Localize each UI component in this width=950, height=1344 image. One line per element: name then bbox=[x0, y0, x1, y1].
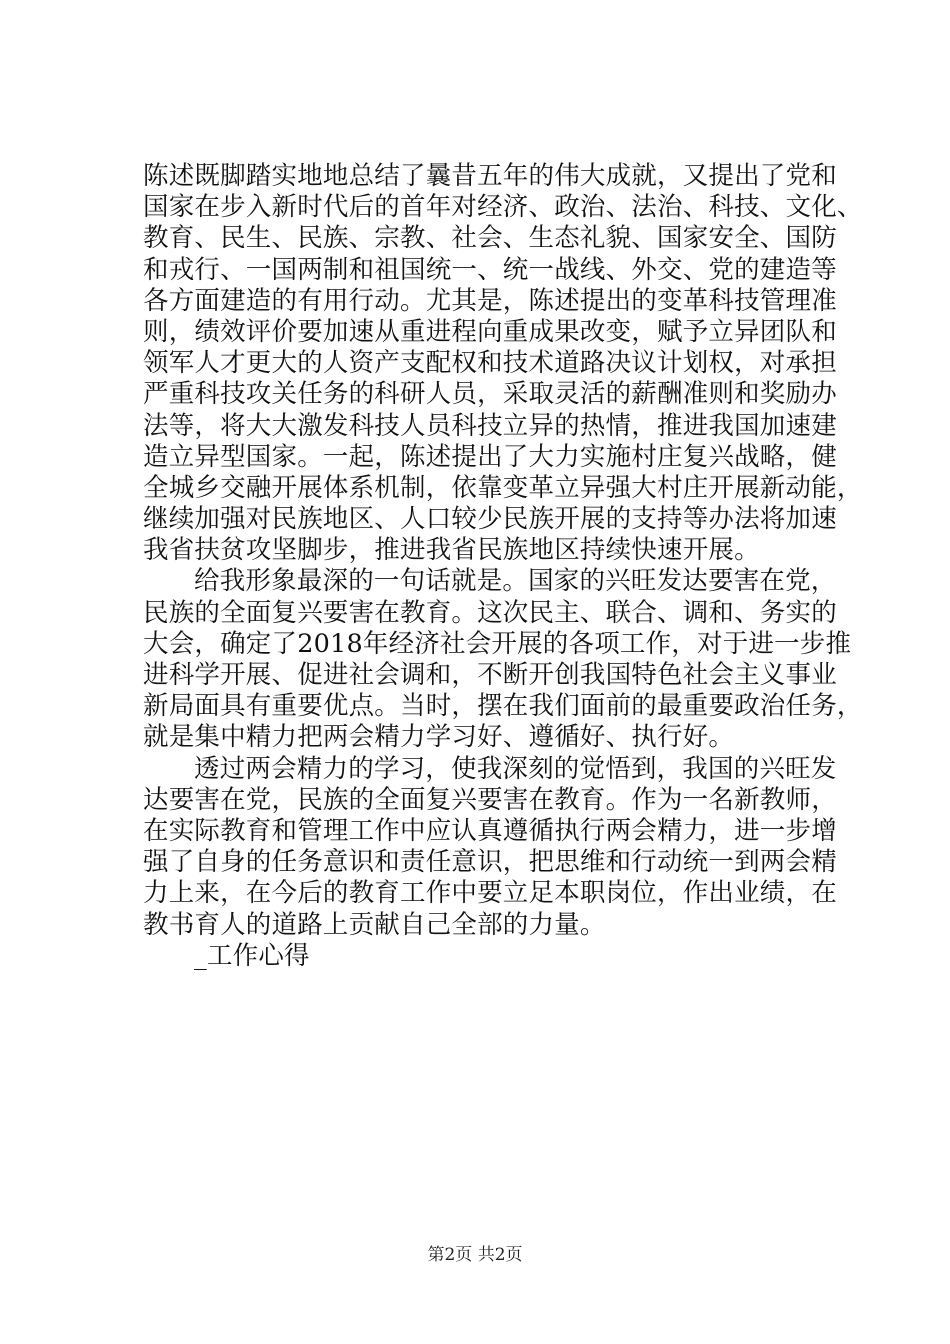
text-line: 国家在步入新时代后的首年对经济、政治、法治、科技、文化、 bbox=[143, 192, 863, 223]
text-line: 法等，将大大激发科技人员科技立异的热情，推进我国加速建 bbox=[143, 410, 837, 441]
text-line: 进科学开展、促进社会调和，不断开创我国特色社会主义事业 bbox=[143, 660, 837, 690]
text-line: 教育、民生、民族、宗教、社会、生态礼貌、国家安全、国防 bbox=[143, 223, 837, 254]
text-line: 全城乡交融开展体系机制，依靠变革立异强大村庄开展新动能， bbox=[143, 472, 863, 503]
paragraph-first-line: 给我形象最深的一句话就是。国家的兴旺发达要害在党， bbox=[194, 566, 837, 597]
text-line: 大会，确定了2018年经济社会开展的各项工作，对于进一步推 bbox=[143, 628, 852, 659]
text-line: 力上来，在今后的教育工作中要立足本职岗位，作出业绩，在 bbox=[143, 878, 837, 909]
paragraph-first-line: 透过两会精力的学习，使我深刻的觉悟到，我国的兴旺发 bbox=[194, 753, 837, 784]
page-number-label: 第2页 共2页 bbox=[427, 1245, 523, 1265]
text-line: 民族的全面复兴要害在教育。这次民主、联合、调和、务实的 bbox=[143, 597, 837, 628]
text-line: 继续加强对民族地区、人口较少民族开展的支持等办法将加速 bbox=[143, 504, 837, 535]
text-line: 新局面具有重要优点。当时，摆在我们面前的最重要政治任务， bbox=[143, 691, 863, 722]
document-body bbox=[143, 161, 863, 972]
text-line: 造立异型国家。一起，陈述提出了大力实施村庄复兴战略，健 bbox=[143, 441, 837, 472]
text-line: 各方面建造的有用行动。尤其是，陈述提出的变革科技管理准 bbox=[143, 285, 837, 316]
text-line: 强了自身的任务意识和责任意识，把思维和行动统一到两会精 bbox=[143, 847, 837, 878]
text-line: 严重科技攻关任务的科研人员，采取灵活的薪酬准则和奖励办 bbox=[143, 379, 837, 410]
page-footer bbox=[0, 1244, 950, 1266]
text-line: 领军人才更大的人资产支配权和技术道路决议计划权，对承担 bbox=[143, 348, 837, 379]
text-line: 达要害在党，民族的全面复兴要害在教育。作为一名新教师， bbox=[143, 784, 837, 815]
text-line: 教书育人的道路上贡献自己全部的力量。 bbox=[143, 909, 606, 940]
text-line: 我省扶贫攻坚脚步，推进我省民族地区持续快速开展。 bbox=[143, 535, 760, 566]
text-line: 和戎行、一国两制和祖国统一、统一战线、外交、党的建造等 bbox=[143, 254, 837, 285]
closing-tag-line: _工作心得 bbox=[194, 940, 310, 971]
text-line: 陈述既脚踏实地地总结了曩昔五年的伟大成就，又提出了党和 bbox=[143, 161, 837, 191]
text-line: 在实际教育和管理工作中应认真遵循执行两会精力，进一步增 bbox=[143, 815, 837, 846]
text-line: 就是集中精力把两会精力学习好、遵循好、执行好。 bbox=[143, 722, 735, 753]
text-line: 则，绩效评价要加速从重进程向重成果改变，赋予立异团队和 bbox=[143, 316, 837, 347]
